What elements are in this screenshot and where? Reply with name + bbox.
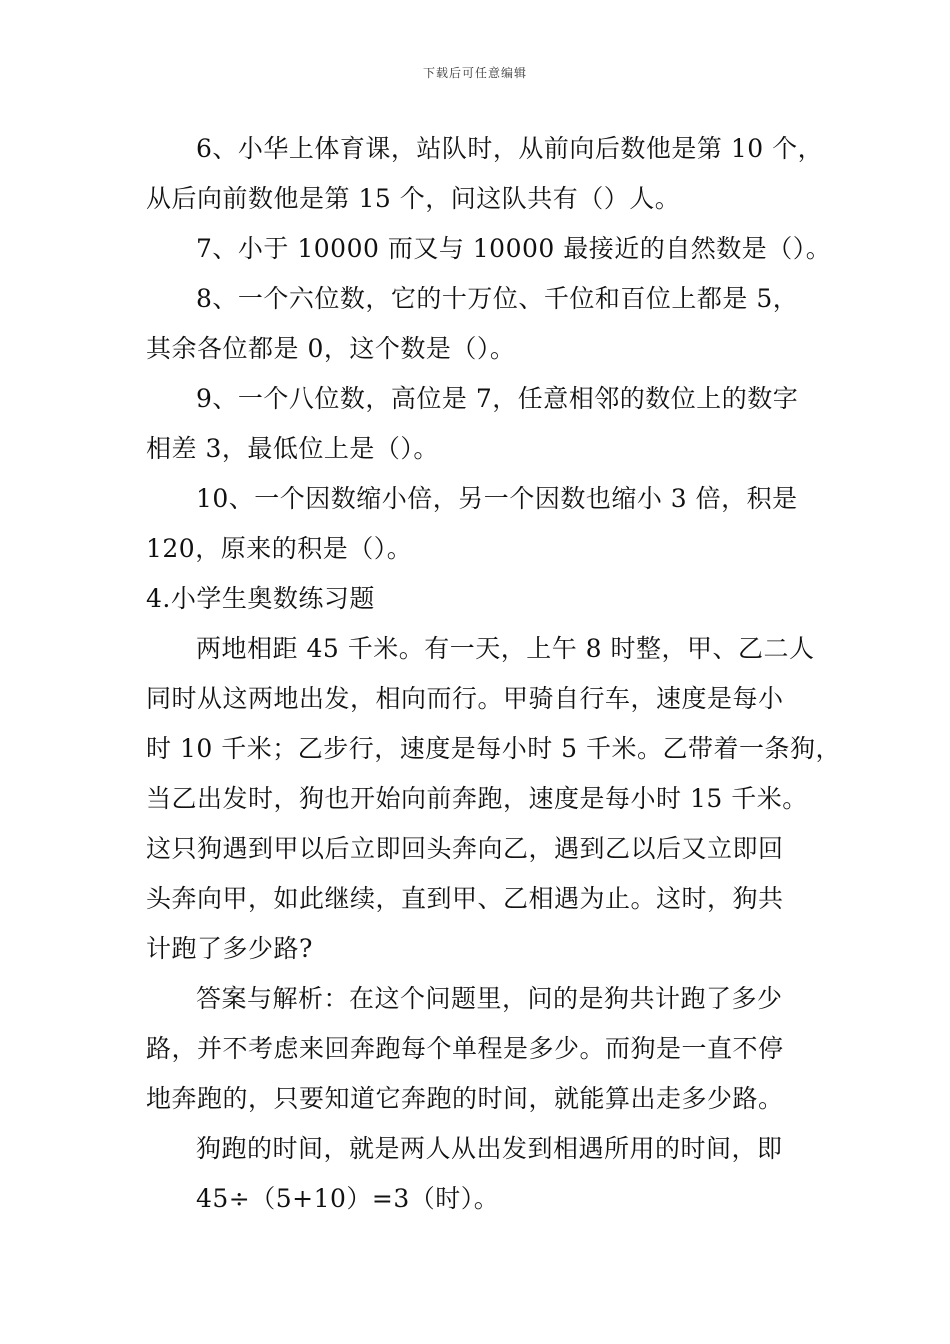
answer-formula: 45÷（5+10）=3（时）。 — [196, 1184, 500, 1213]
word-problem-line-5: 这只狗遇到甲以后立即回头奔向乙，遇到乙以后又立即回 — [146, 834, 784, 863]
word-problem-line-2: 同时从这两地出发，相向而行。甲骑自行车，速度是每小 — [146, 684, 784, 713]
word-problem-line-6: 头奔向甲，如此继续，直到甲、乙相遇为止。这时，狗共 — [146, 884, 784, 913]
problem-9-line-2: 相差 3，最低位上是（）。 — [146, 434, 439, 463]
word-problem-line-7: 计跑了多少路? — [146, 934, 313, 963]
problem-10-line-1: 10、一个因数缩小倍，另一个因数也缩小 3 倍，积是 — [196, 484, 798, 513]
word-problem-line-4: 当乙出发时，狗也开始向前奔跑，速度是每小时 15 千米。 — [146, 784, 808, 813]
section-heading: 4.小学生奥数练习题 — [146, 584, 375, 613]
problem-7-line-1: 7、小于 10000 而又与 10000 最接近的自然数是（）。 — [196, 234, 832, 263]
answer-line-4: 狗跑的时间，就是两人从出发到相遇所用的时间，即 — [196, 1134, 783, 1163]
answer-line-1: 答案与解析：在这个问题里，问的是狗共计跑了多少 — [196, 984, 783, 1013]
problem-8-line-2: 其余各位都是 0，这个数是（）。 — [146, 334, 516, 363]
answer-line-3: 地奔跑的，只要知道它奔跑的时间，就能算出走多少路。 — [146, 1084, 784, 1113]
word-problem-line-1: 两地相距 45 千米。有一天，上午 8 时整，甲、乙二人 — [196, 634, 815, 663]
word-problem-line-3: 时 10 千米；乙步行，速度是每小时 5 千米。乙带着一条狗， — [146, 734, 842, 763]
answer-line-2: 路，并不考虑来回奔跑每个单程是多少。而狗是一直不停 — [146, 1034, 784, 1063]
problem-9-line-1: 9、一个八位数，高位是 7，任意相邻的数位上的数字 — [196, 384, 799, 413]
page-header: 下载后可任意编辑 — [422, 66, 527, 80]
problem-10-line-2: 120，原来的积是（）。 — [146, 534, 413, 563]
problem-6-line-2: 从后向前数他是第 15 个，问这队共有（）人。 — [146, 184, 681, 213]
problem-6-line-1: 6、小华上体育课，站队时，从前向后数他是第 10 个， — [196, 134, 824, 163]
problem-8-line-1: 8、一个六位数，它的十万位、千位和百位上都是 5， — [196, 284, 799, 313]
